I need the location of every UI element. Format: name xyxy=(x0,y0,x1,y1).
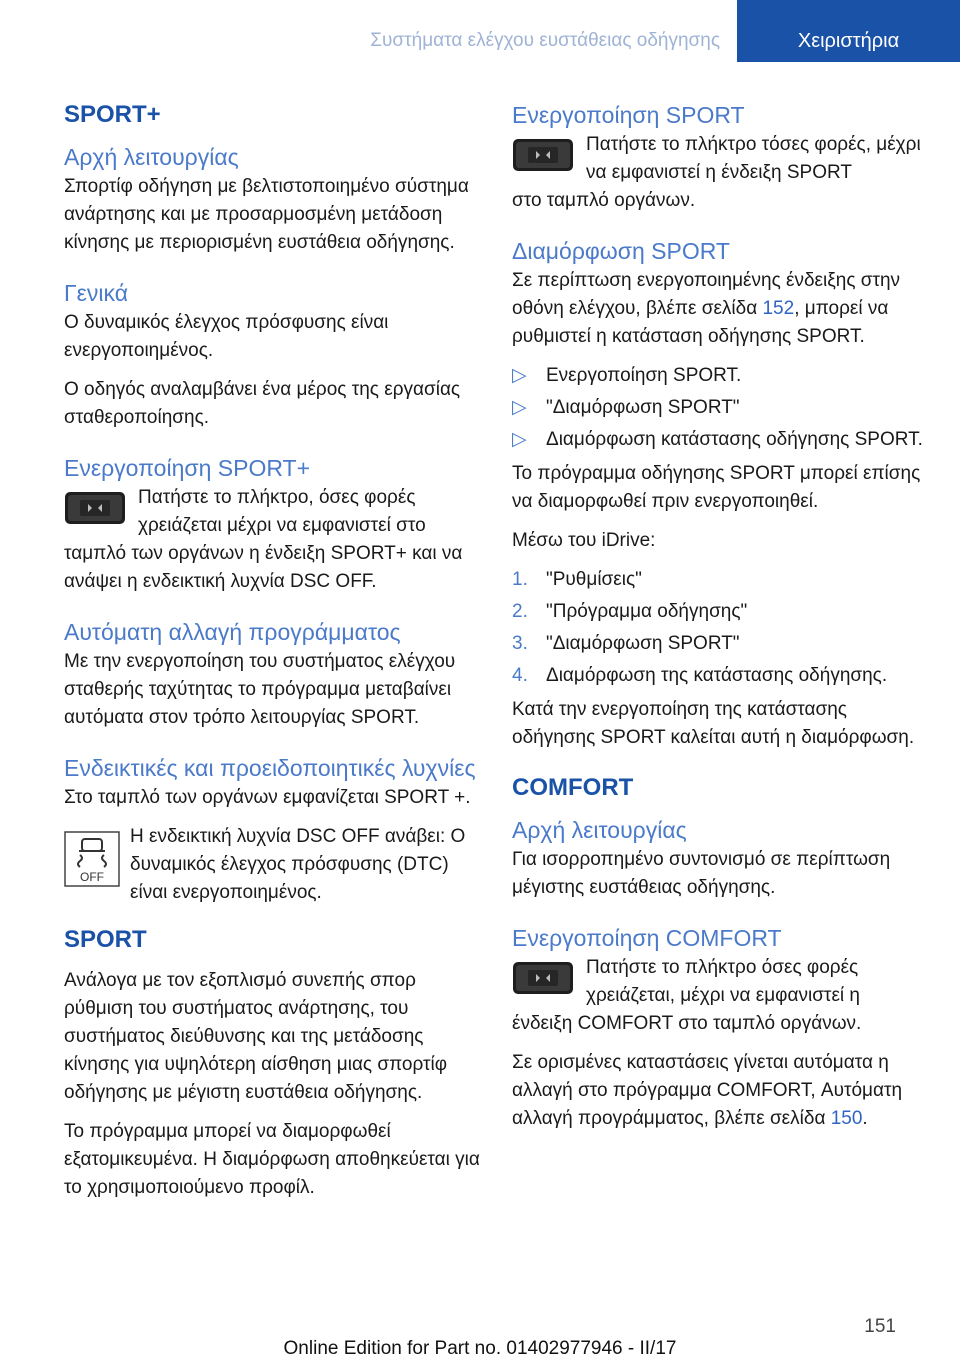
lamps-text: Στο ταμπλό των οργάνων εμφανίζεται SPORT +. xyxy=(64,787,471,808)
page-152-link[interactable]: 152 xyxy=(762,298,795,319)
left-column xyxy=(64,100,484,1213)
page-150-link[interactable]: 150 xyxy=(830,1108,863,1129)
step-item xyxy=(512,566,932,594)
comfort-auto-text: Σε ορισμένες καταστάσεις γίνεται αυτόματα η αλλαγή στο πρόγραμμα COMFORT, Αυτόματη αλλαγή προγράμματος, βλέπε σελίδα 150. xyxy=(512,1052,903,1129)
comfort-title: COMFORT xyxy=(512,774,634,801)
bullet-item xyxy=(512,362,932,390)
step-text: "Διαμόρφωση SPORT" xyxy=(546,633,740,654)
step-text: Διαμόρφωση της κατάστασης οδήγησης. xyxy=(546,665,888,686)
activate-comfort-heading: Ενεργοποίηση COMFORT xyxy=(512,925,782,951)
step-item xyxy=(512,598,932,626)
driving-mode-button-icon xyxy=(64,490,126,526)
dsc-off-telltale-icon xyxy=(64,831,120,887)
svg-text:OFF: OFF xyxy=(80,870,104,884)
step-number: 2. xyxy=(512,601,528,622)
program-text: Το πρόγραμμα οδήγησης SPORT μπορεί επίσης να διαμορφωθεί πριν ενεργοποιηθεί. xyxy=(512,463,921,512)
activate-sport-plus-media xyxy=(64,484,484,540)
activate-comfort-text: Πατήστε το πλήκτρο όσες φορές χρειάζεται, μέχρι να εμφανιστεί η xyxy=(586,957,860,1006)
sport-plus-title: SPORT+ xyxy=(64,101,161,128)
step-item xyxy=(512,662,932,690)
step-text: "Ρυθμίσεις" xyxy=(546,569,642,590)
idrive-text: Μέσω του iDrive: xyxy=(512,530,656,551)
activate-sport-media xyxy=(512,131,932,187)
page-number: 151 xyxy=(864,1316,896,1337)
comfort-principle-text: Για ισορροπημένο συντονισμό σε περίπτωση μέγιστης ευστάθειας οδήγησης. xyxy=(512,849,891,898)
config-sport-text: Σε περίπτωση ενεργοποιημένης ένδειξης στην οθόνη ελέγχου, βλέπε σελίδα 152, μπορεί να ρυθμιστεί η κατάσταση οδήγησης SPORT. xyxy=(512,270,901,347)
bullet-item xyxy=(512,426,932,454)
auto-change-text: Με την ενεργοποίηση του συστήματος ελέγχου σταθερής ταχύτητας το πρόγραμμα μεταβαίνει αυτόματα στον τρόπο λειτουργίας SPORT. xyxy=(64,651,456,728)
general-heading: Γενικά xyxy=(64,280,129,306)
step-text: "Πρόγραμμα οδήγησης" xyxy=(546,601,748,622)
general-text-1: Ο δυναμικός έλεγχος πρόσφυσης είναι ενεργοποιημένος. xyxy=(64,312,389,361)
config-bullet-list xyxy=(512,362,932,454)
section-title: Συστήματα ελέγχου ευστάθειας οδήγησης xyxy=(370,30,720,51)
page-header xyxy=(0,0,960,62)
step-item xyxy=(512,630,932,658)
activate-comfort-cont: ένδειξη COMFORT στο ταμπλό οργάνων. xyxy=(512,1013,862,1034)
bullet-marker-icon: ▷ xyxy=(512,429,527,450)
sport-title: SPORT xyxy=(64,926,147,953)
activate-sport-heading: Ενεργοποίηση SPORT xyxy=(512,102,745,128)
bullet-text: Ενεργοποίηση SPORT. xyxy=(546,365,742,386)
activate-sport-plus-text: Πατήστε το πλήκτρο, όσες φορές χρειάζεται μέχρι να εμφανιστεί στο xyxy=(138,487,426,536)
after-steps-text: Κατά την ενεργοποίηση της κατάστασης οδήγησης SPORT καλείται αυτή η διαμόρφωση. xyxy=(512,699,915,748)
activate-comfort-media xyxy=(512,954,932,1010)
dsc-off-description: Η ενδεικτική λυχνία DSC OFF ανάβει: Ο δυναμικός έλεγχος πρόσφυσης (DTC) είναι ενεργοποιημένος. xyxy=(130,826,466,903)
sport-text-2: Το πρόγραμμα μπορεί να διαμορφωθεί εξατομικευμένα. Η διαμόρφωση αποθηκεύεται για το χρησιμοποιούμενο προφίλ. xyxy=(64,1121,480,1198)
principle-text: Σπορτίφ οδήγηση με βελτιστοποιημένο σύστημα ανάρτησης και με προσαρμοσμένη μετάδοση κίνησης με περιορισμένη ευστάθεια οδήγησης. xyxy=(64,176,469,253)
step-number: 3. xyxy=(512,633,528,654)
auto-change-heading: Αυτόματη αλλαγή προγράμματος xyxy=(64,619,401,645)
step-number: 1. xyxy=(512,569,528,590)
activate-sport-cont: στο ταμπλό οργάνων. xyxy=(512,190,696,211)
driving-mode-button-icon xyxy=(512,137,574,173)
activate-sport-plus-heading: Ενεργοποίηση SPORT+ xyxy=(64,455,311,481)
bullet-item xyxy=(512,394,932,422)
sport-text-1: Ανάλογα με τον εξοπλισμό συνεπής σπορ ρύθμιση του συστήματος ανάρτησης, του συστήματος διεύθυνσης και της μετάδοσης κίνησης για υψηλότερη αίσθηση μιας σπορτίφ οδήγησης με μέγιστη ευστάθεια οδήγησης. xyxy=(64,970,448,1103)
bullet-text: Διαμόρφωση κατάστασης οδήγησης SPORT. xyxy=(546,429,923,450)
step-number: 4. xyxy=(512,665,528,686)
dsc-off-media xyxy=(64,823,484,907)
chapter-tab[interactable] xyxy=(737,0,960,62)
lamps-heading: Ενδεικτικές και προειδοποιητικές λυχνίες xyxy=(64,755,476,781)
bullet-marker-icon: ▷ xyxy=(512,397,527,418)
config-sport-heading: Διαμόρφωση SPORT xyxy=(512,238,730,264)
bullet-marker-icon: ▷ xyxy=(512,365,527,386)
idrive-steps-list xyxy=(512,566,932,690)
activate-sport-plus-cont: ταμπλό των οργάνων η ένδειξη SPORT+ και να ανάψει η ενδεικτική λυχνία DSC OFF. xyxy=(64,543,463,592)
edition-footer: Online Edition for Part no. 01402977946 - II/17 xyxy=(283,1338,677,1359)
principle-heading: Αρχή λειτουργίας xyxy=(64,144,239,170)
right-column xyxy=(512,100,932,1144)
comfort-principle-heading: Αρχή λειτουργίας xyxy=(512,817,687,843)
driving-mode-button-icon xyxy=(512,960,574,996)
activate-sport-text: Πατήστε το πλήκτρο τόσες φορές, μέχρι να εμφανιστεί η ένδειξη SPORT xyxy=(586,134,921,183)
general-text-2: Ο οδηγός αναλαμβάνει ένα μέρος της εργασίας σταθεροποίησης. xyxy=(64,379,461,428)
bullet-text: "Διαμόρφωση SPORT" xyxy=(546,397,740,418)
chapter-tab-label: Χειριστήρια xyxy=(797,30,900,52)
